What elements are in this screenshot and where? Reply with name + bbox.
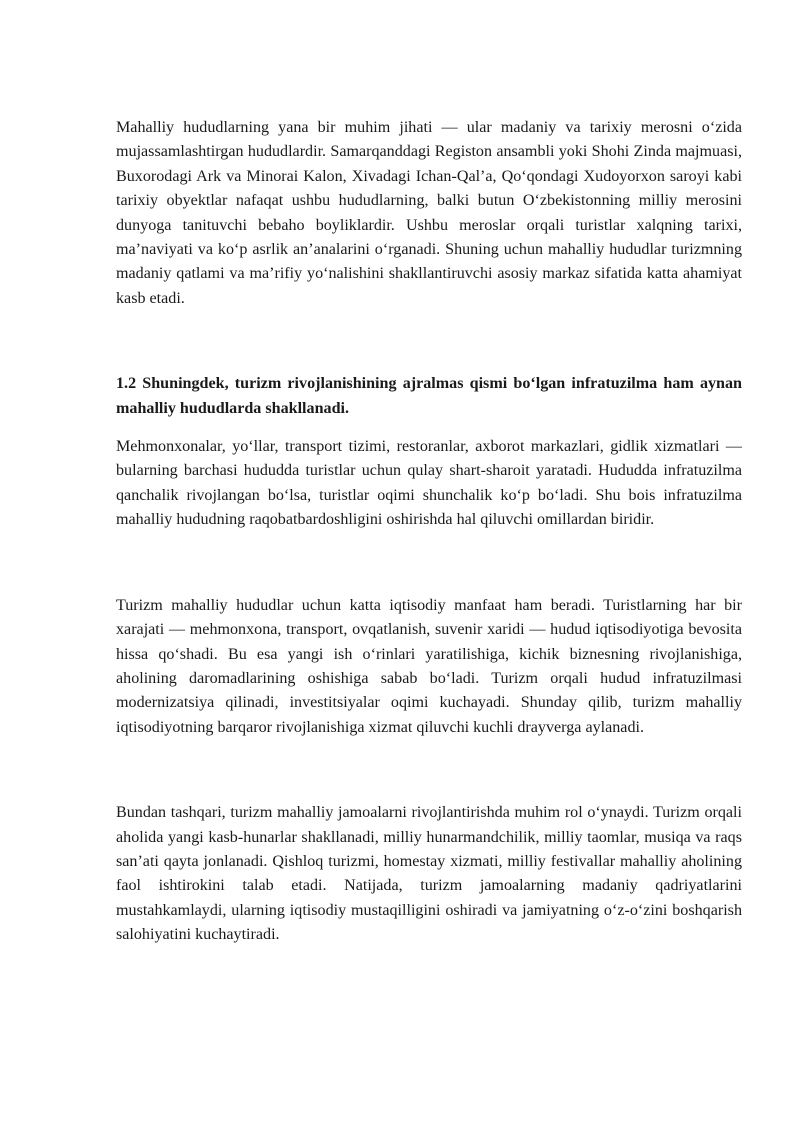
body-paragraph: Bundan tashqari, turizm mahalliy jamoalarni rivojlantirishda muhim rol o‘ynaydi. Turizm orqali aholida yangi kasb-hunarlar shakllanadi, milliy hunarmandchilik, milliy taomlar, musiqa va raqs san’ati qayta jonlanadi. Qishloq turizmi, homestay xizmati, milliy festivallar mahalliy aholining faol ishtirokini talab etadi. Natijada, turizm jamoalarning madaniy qadriyatlarini mustahkamlaydi, ularning iqtisodiy mustaqilligini oshiradi va jamiyatning o‘z-o‘zini boshqarish salohiyatini kuchaytiradi. — [116, 804, 742, 944]
body-paragraph: Turizm mahalliy hududlar uchun katta iqtisodiy manfaat ham beradi. Turistlarning har bir xarajati — mehmonxona, transport, ovqatlanish, suvenir xaridi — hudud iqtisodiyotiga bevosita hissa qo‘shadi. Bu esa yangi ish o‘rinlari yaratilishiga, kichik biznesning rivojlanishiga, aholining daromadlarining oshishiga sabab bo‘ladi. Turizm orqali hudud infratuzilmasi modernizatsiya qilinadi, investitsiyalar oqimi kuchayadi. Shunday qilib, turizm mahalliy iqtisodiyotning barqaror rivojlanishiga xizmat qiluvchi kuchli drayverga aylanadi. — [116, 596, 742, 736]
section-heading: 1.2 Shuningdek, turizm rivojlanishining ajralmas qismi bo‘lgan infratuzilma ham aynan mahalliy hududlarda shakllanadi. — [116, 375, 742, 417]
document-page — [116, 116, 742, 948]
body-paragraph: Mahalliy hududlarning yana bir muhim jihati — ular madaniy va tarixiy merosni o‘zida mujassamlashtirgan hududlardir. Samarqanddagi Registon ansambli yoki Shohi Zinda majmuasi, Buxorodagi Ark va Minorai Kalon, Xivadagi Ichan-Qal’a, Qo‘qondagi Xudoyorxon saroyi kabi tarixiy obyektlar nafaqat ushbu hududlarning, balki butun O‘zbekistonning milliy merosini dunyoga tanituvchi bebaho boyliklardir. Ushbu meroslar orqali turistlar xalqning tarixi, ma’naviyati va ko‘p asrlik an’analarini o‘rganadi. Shuning uchun mahalliy hududlar turizmning madaniy qatlami va ma’rifiy yo‘nalishini shakllantiruvchi asosiy markaz sifatida katta ahamiyat kasb etadi. — [116, 119, 742, 307]
body-paragraph: Mehmonxonalar, yo‘llar, transport tizimi, restoranlar, axborot markazlari, gidlik xizmatlari — bularning barchasi hududda turistlar uchun qulay shart-sharoit yaratadi. Hududda infratuzilma qanchalik rivojlangan bo‘lsa, turistlar oqimi shunchalik ko‘p bo‘ladi. Shu bois infratuzilma mahalliy hududning raqobatbardoshligini oshirishda hal qiluvchi omillardan biridir. — [116, 438, 742, 529]
